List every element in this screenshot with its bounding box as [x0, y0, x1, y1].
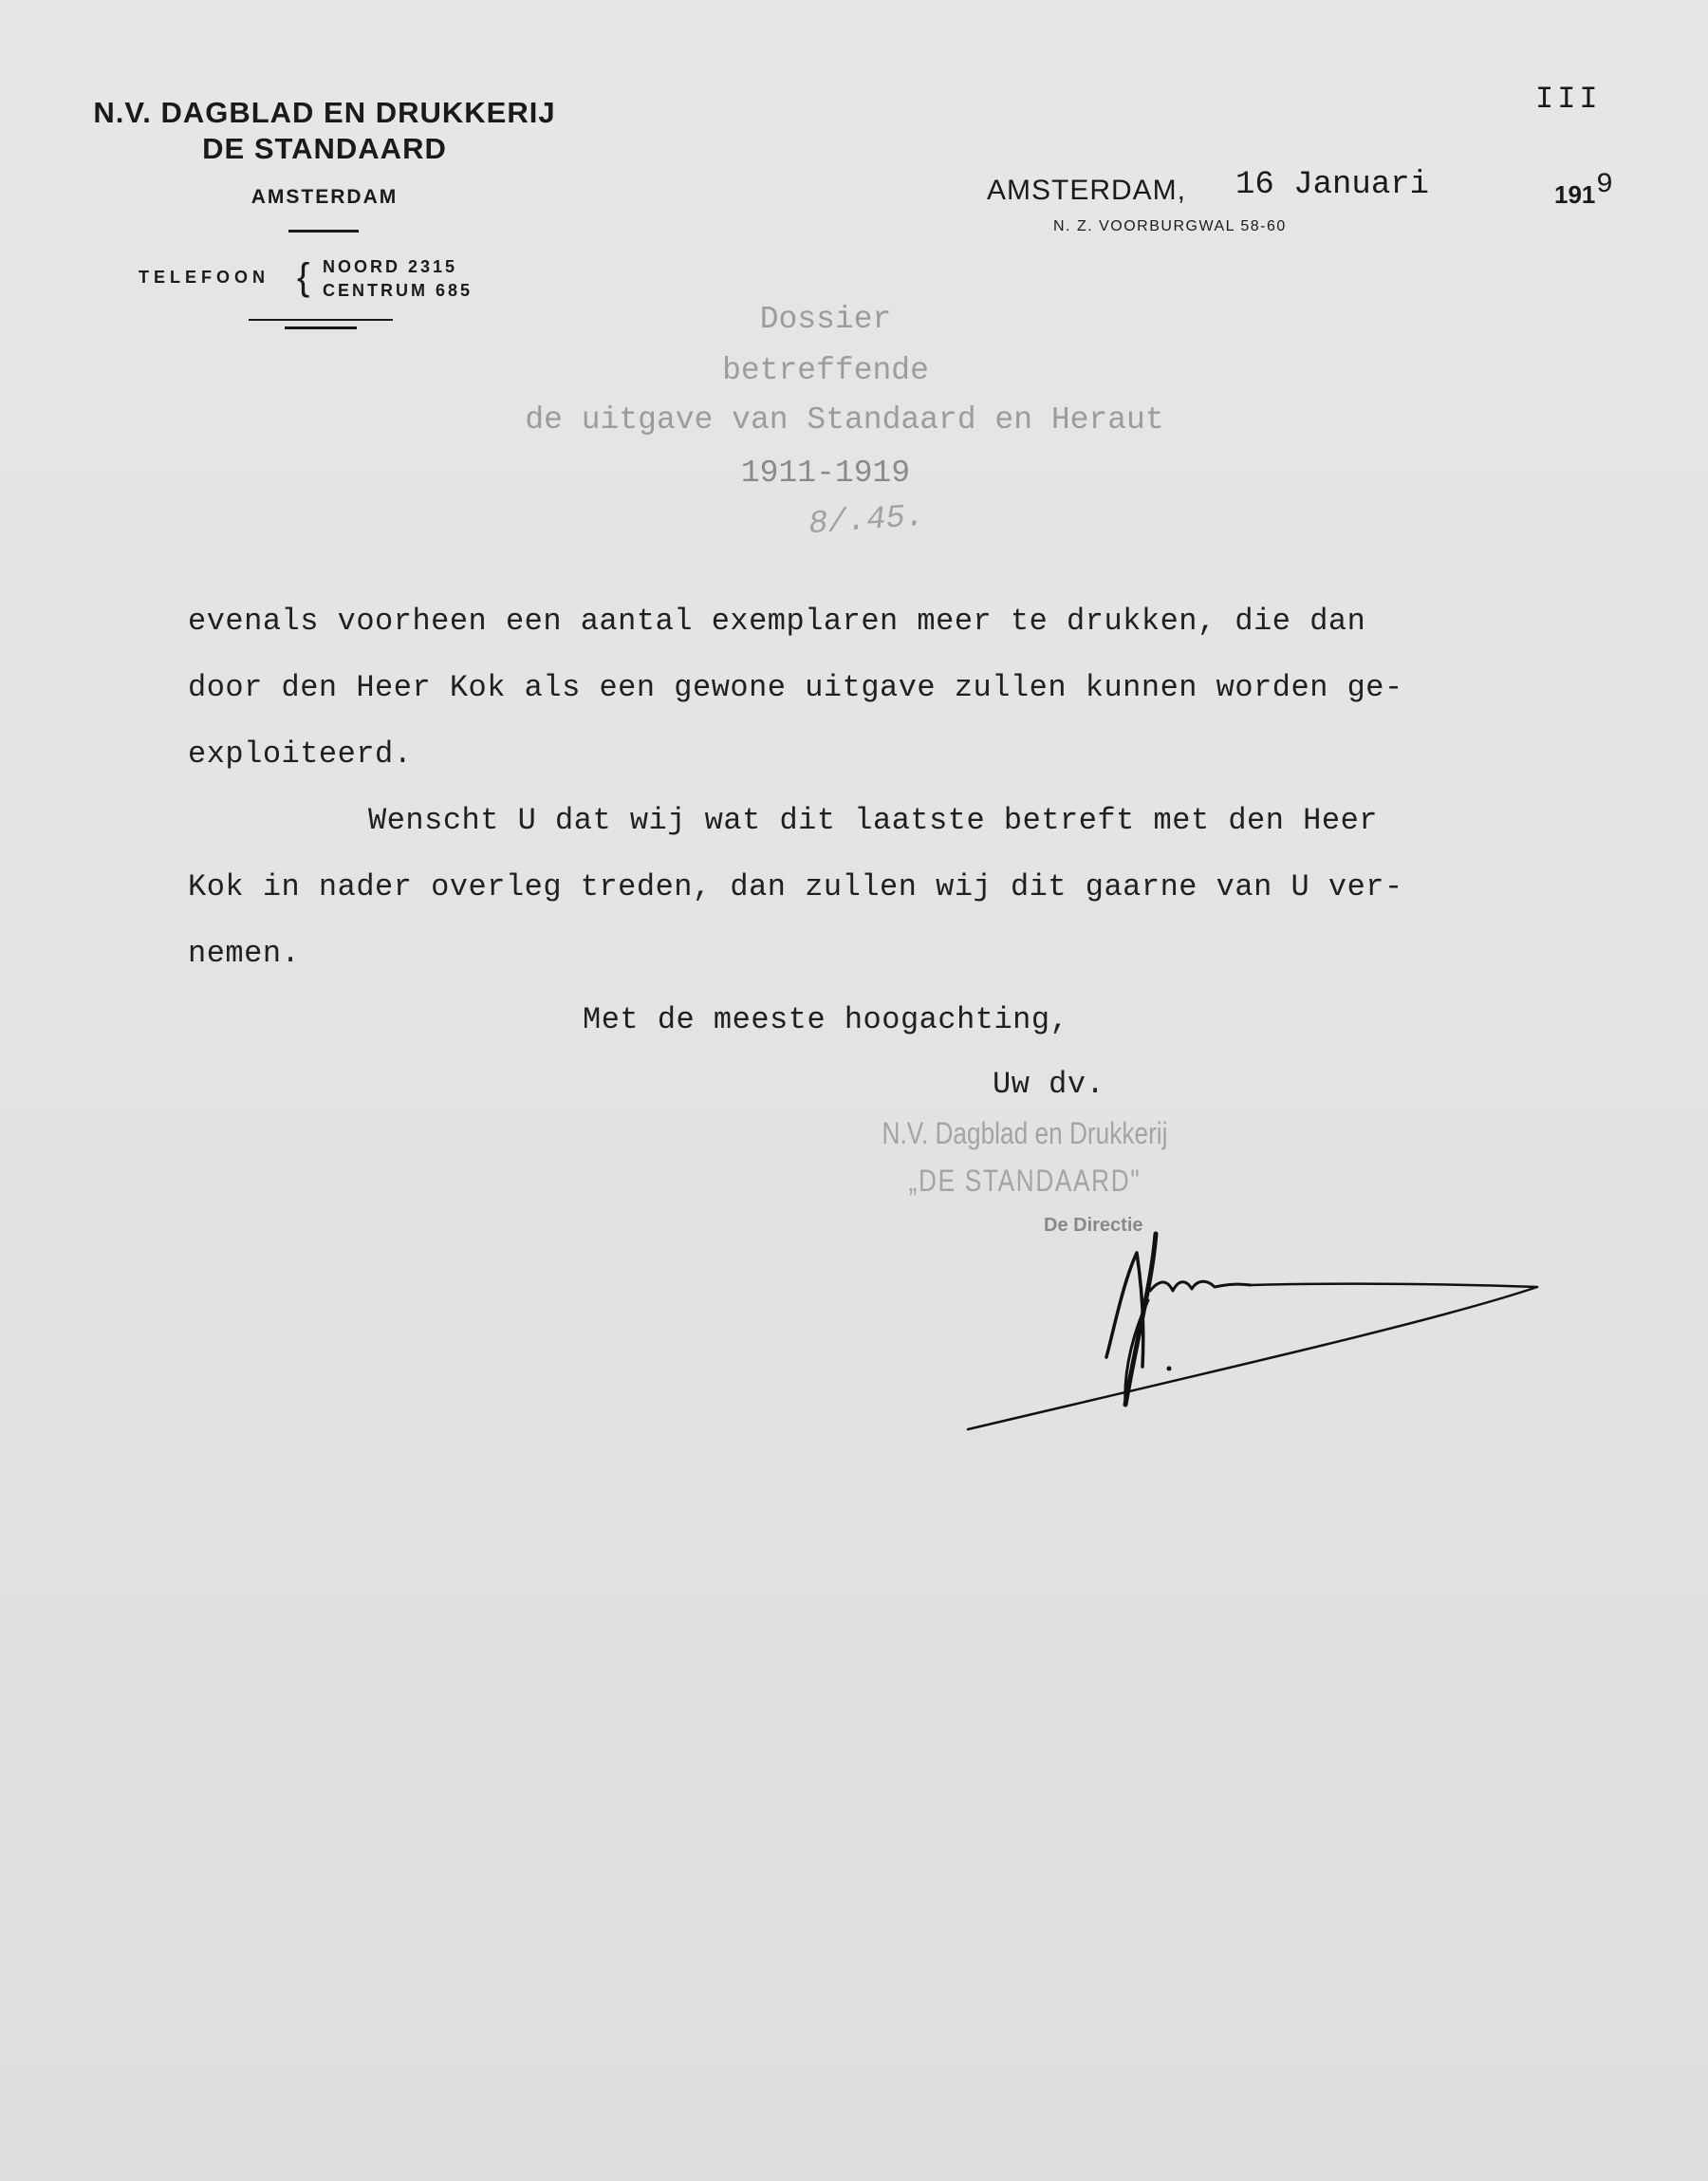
- company-stamp-directie: De Directie: [1044, 1215, 1143, 1236]
- company-stamp-line2: „DE STANDAARD": [908, 1164, 1142, 1198]
- dateline-city: AMSTERDAM,: [987, 175, 1187, 206]
- handwritten-signature: [949, 1224, 1556, 1452]
- body-line: evenals voorheen een aantal exemplaren meer te drukken, die dan: [188, 604, 1366, 639]
- telephone-noord: NOORD 2315: [323, 257, 458, 276]
- closing-salutation: Met de meeste hoogachting,: [583, 1002, 1069, 1037]
- dateline-address: N. Z. VOORBURGWAL 58-60: [1053, 218, 1287, 234]
- letterhead-company: [72, 95, 577, 167]
- archive-stamp-line1: Dossier: [759, 302, 892, 337]
- letterhead-city: AMSTERDAM: [251, 186, 399, 208]
- archive-stamp-line3: de uitgave van Standaard en Heraut: [525, 402, 1164, 438]
- brace-glyph: {: [297, 256, 310, 298]
- body-line: exploiteerd.: [188, 736, 413, 772]
- archive-stamp-line2: betreffende: [722, 353, 929, 388]
- telephone-centrum: CENTRUM 685: [323, 281, 473, 300]
- body-line: nemen.: [188, 936, 301, 971]
- body-line: Wenscht U dat wij wat dit laatste betreft met den Heer: [368, 803, 1378, 838]
- letterhead-divider: [288, 230, 359, 233]
- page-number: III: [1535, 82, 1602, 117]
- closing-uw-dv: Uw dv.: [993, 1067, 1105, 1102]
- letterhead-company-line1: N.V. DAGBLAD EN DRUKKERIJ: [93, 96, 556, 129]
- letterhead-rule: [249, 319, 393, 321]
- dateline-day-month: 16 Januari: [1235, 167, 1430, 203]
- body-line: Kok in nader overleg treden, dan zullen wij dit gaarne van U ver-: [188, 869, 1403, 904]
- archive-stamp-line4: 1911-1919: [740, 456, 911, 491]
- company-stamp-line1: N.V. Dagblad en Drukkerij: [882, 1116, 1168, 1150]
- telephone-label: TELEFOON: [139, 268, 269, 287]
- dateline-year-prefix: 191: [1554, 180, 1596, 209]
- letterhead-rule-short: [285, 326, 357, 329]
- body-line: door den Heer Kok als een gewone uitgave zullen kunnen worden ge-: [188, 670, 1403, 705]
- archive-handwritten-note: 8/.45.: [807, 498, 926, 544]
- dateline-year-suffix: 9: [1596, 169, 1614, 201]
- letterhead-company-line2: DE STANDAARD: [202, 132, 447, 165]
